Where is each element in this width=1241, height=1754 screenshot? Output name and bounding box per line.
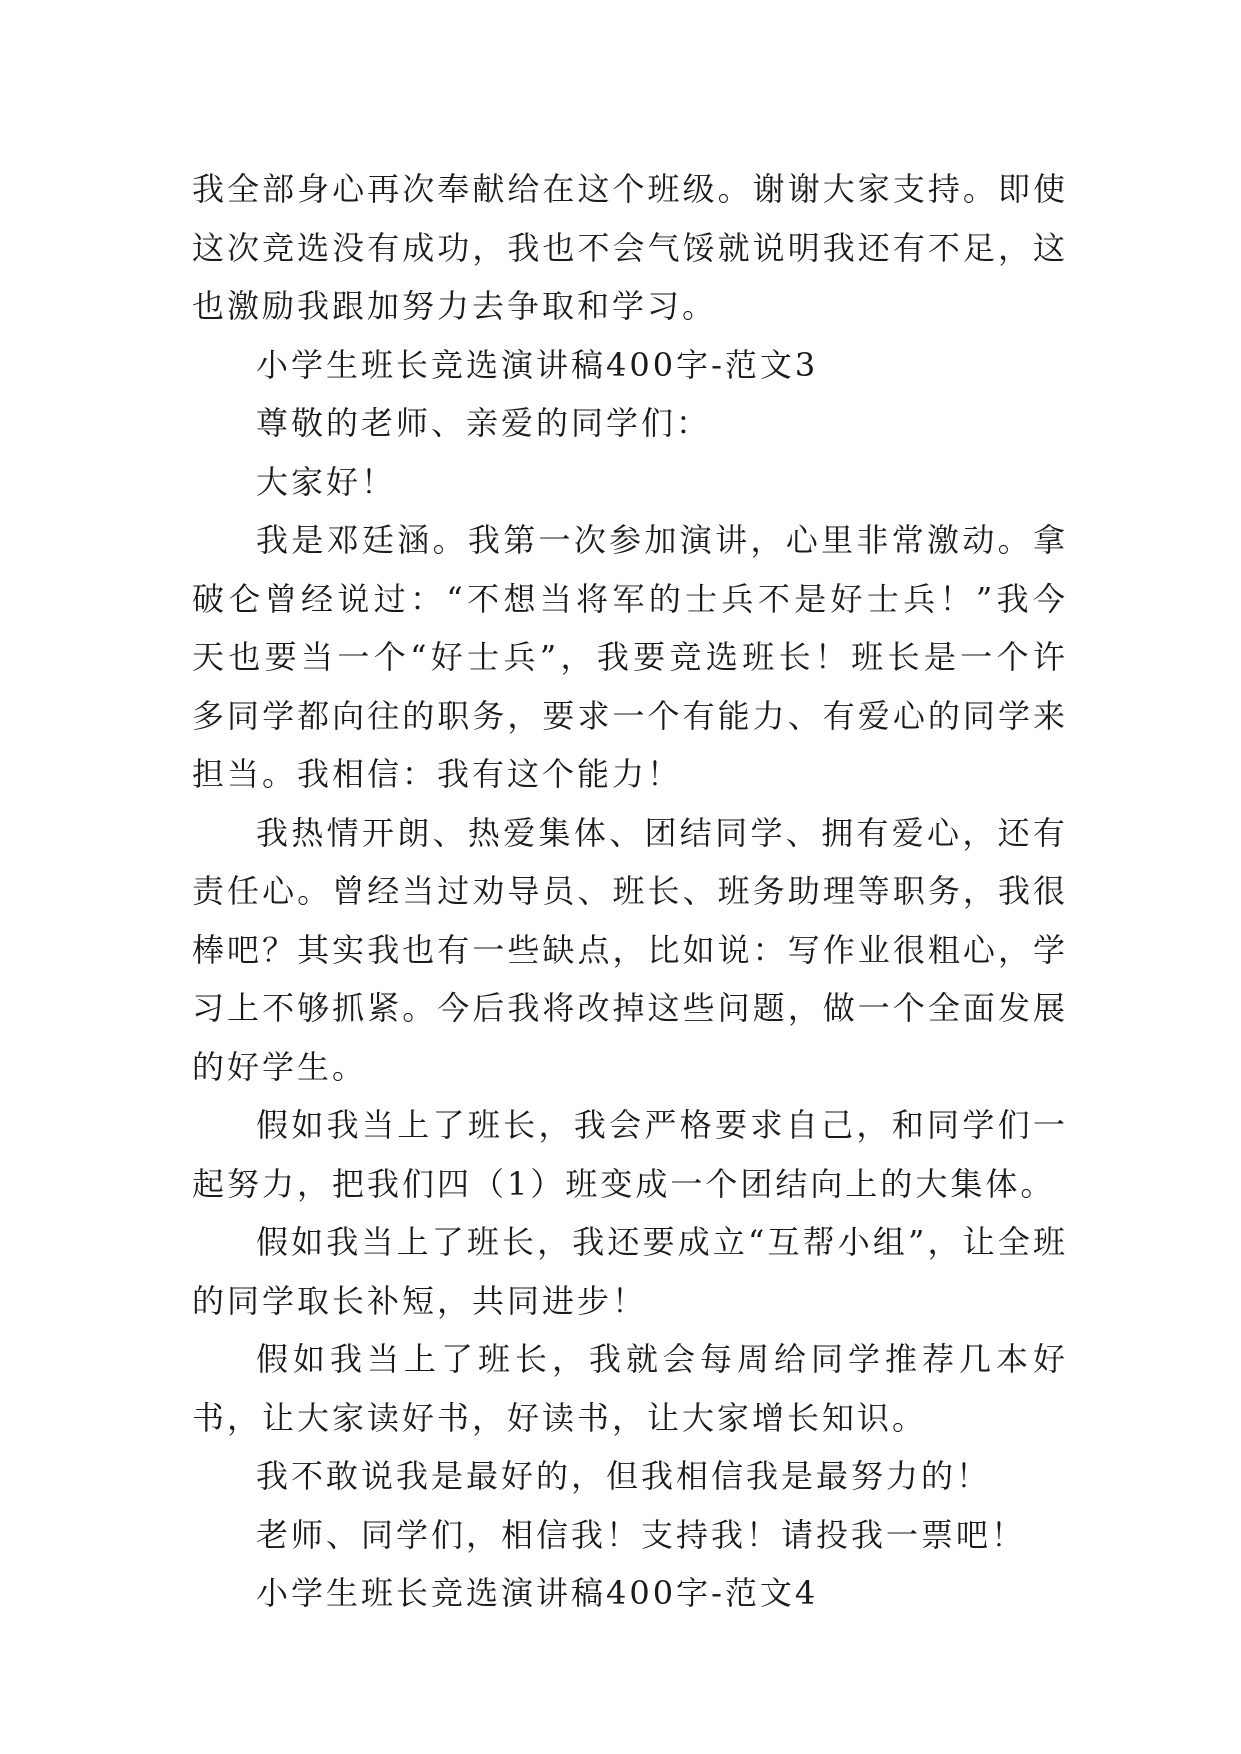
document-body bbox=[192, 160, 1068, 1623]
paragraph-closing: 老师、同学们，相信我！支持我！请投我一票吧！ bbox=[256, 1515, 1027, 1554]
section-heading-sample-4: 小学生班长竞选演讲稿400字-范文4 bbox=[256, 1574, 819, 1612]
paragraph-self-description: 我热情开朗、热爱集体、团结同学、拥有爱心，还有责任心。曾经当过劝导员、班长、班务助理等职务，我很棒吧？其实我也有一些缺点，比如说：写作业很粗心，学习上不够抓紧。今后我将改掉这些问题，做一个全面发展的好学生。 bbox=[192, 813, 1068, 1086]
salutation: 尊敬的老师、亲爱的同学们： bbox=[256, 404, 712, 442]
paragraph-pledge-1: 假如我当上了班长，我会严格要求自己，和同学们一起努力，把我们四（1）班变成一个团结向上的大集体。 bbox=[192, 1106, 1068, 1203]
paragraph-pledge-3: 假如我当上了班长，我就会每周给同学推荐几本好书，让大家读好书，好读书，让大家增长知识。 bbox=[192, 1340, 1068, 1437]
paragraph-introduction: 我是邓廷涵。我第一次参加演讲，心里非常激动。拿破仑曾经说过：“不想当将军的士兵不是好士兵！”我今天也要当一个“好士兵”，我要竞选班长！班长是一个许多同学都向往的职务，要求一个有能力、有爱心的同学来担当。我相信：我有这个能力！ bbox=[192, 521, 1068, 793]
paragraph-continuation: 我全部身心再次奉献给在这个班级。谢谢大家支持。即使这次竞选没有成功，我也不会气馁就说明我还有不足，这也激励我跟加努力去争取和学习。 bbox=[192, 170, 1068, 325]
paragraph-statement: 我不敢说我是最好的，但我相信我是最努力的！ bbox=[256, 1457, 992, 1495]
greeting: 大家好！ bbox=[256, 462, 397, 501]
section-heading-sample-3: 小学生班长竞选演讲稿400字-范文3 bbox=[256, 345, 819, 384]
paragraph-pledge-2: 假如我当上了班长，我还要成立“互帮小组”，让全班的同学取长补短，共同进步！ bbox=[192, 1223, 1068, 1320]
